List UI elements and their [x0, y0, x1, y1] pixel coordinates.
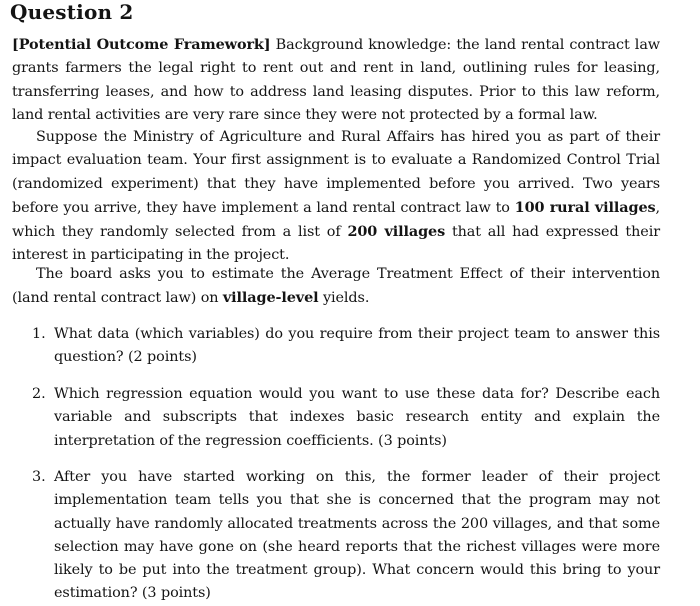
- total-villages-count: 200 villages: [347, 223, 446, 241]
- question-text: After you have started working on this, the former leader of their project implementation team tells you that she is concerned that the program may not actually have randomly allocated treatments across the 200 villages, and that some selection may have gone on (she heard reports that the richest villages were more likely to be put into the treatment group). What concern would this bring to your estimation? (3 points): [54, 469, 660, 602]
- question-heading: Question 2: [10, 0, 134, 24]
- scenario-text-3: that all had expressed their interest in participating in the project.: [12, 224, 660, 264]
- scenario-paragraph: [12, 126, 660, 268]
- village-level-term: village-level: [222, 289, 319, 307]
- question-item-2: [32, 383, 660, 453]
- background-paragraph: [12, 33, 660, 127]
- question-number: 2.: [32, 386, 46, 402]
- task-text-2: yields.: [318, 290, 370, 307]
- task-text-1: The board asks you to estimate the Average Treatment Effect of their intervention (land rental contract law) on: [12, 266, 660, 307]
- framework-tag: [Potential Outcome Framework]: [12, 36, 271, 53]
- question-item-1: [32, 323, 660, 370]
- question-item-3: [32, 466, 660, 606]
- question-text: Which regression equation would you want to use these data for? Describe each variable and subscripts that indexes basic research entity and explain the interpretation of the regression coefficients. (3 points): [54, 386, 660, 449]
- question-number: 3.: [32, 469, 46, 485]
- scenario-text-2: , which they randomly selected from a list of: [12, 199, 660, 241]
- question-number: 1.: [32, 326, 46, 342]
- task-paragraph: [12, 263, 660, 311]
- treated-villages-count: 100 rural villages: [514, 198, 656, 216]
- background-text: Background knowledge: the land rental contract law grants farmers the legal right to rent out and rent in land, outlining rules for leasing, transferring leases, and how to address land leasing disputes. Prior to this law reform, land rental activities are very rare since they were not protected by a formal law.: [12, 37, 661, 123]
- scenario-text-1: Suppose the Ministry of Agriculture and Rural Affairs has hired you as part of their impact evaluation team. Your first assignment is to evaluate a Randomized Control Trial (randomized experiment) that they have implemented before you arrived. Two years before you arrive, they have implement a land rental contract law to: [12, 129, 660, 216]
- question-text: What data (which variables) do you require from their project team to answer this question? (2 points): [54, 326, 660, 366]
